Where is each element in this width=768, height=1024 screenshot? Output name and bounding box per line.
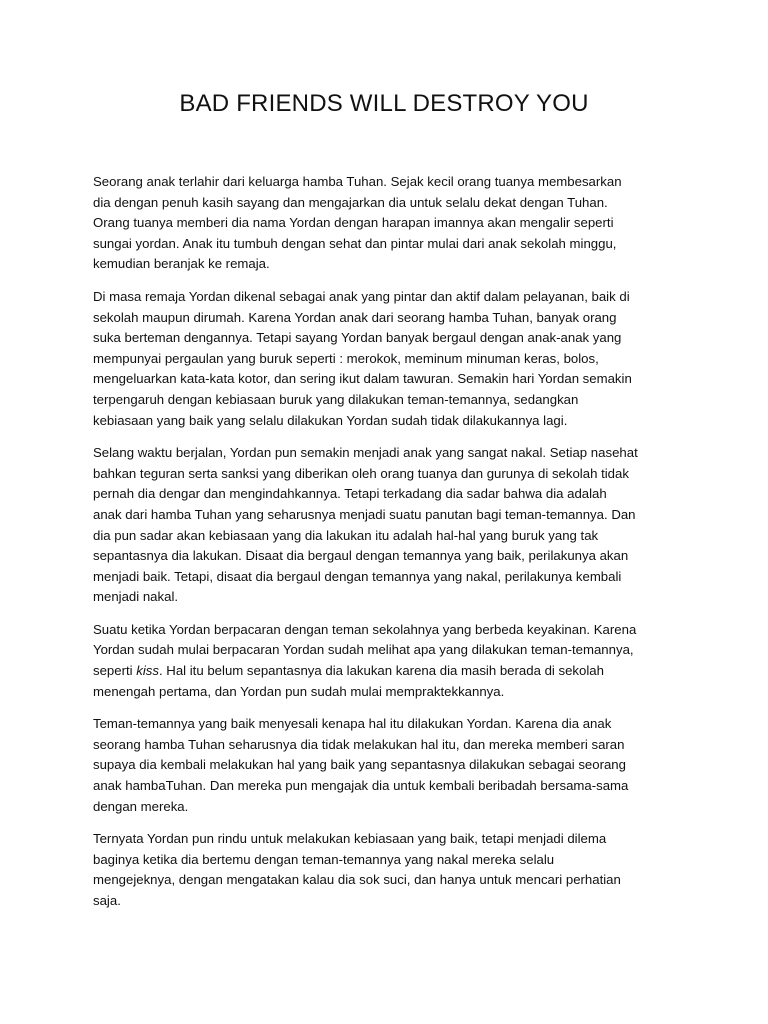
- text-segment: seperti: [93, 663, 137, 679]
- paragraph-3: [93, 443, 683, 608]
- document-title: BAD FRIENDS WILL DESTROY YOU: [179, 90, 589, 117]
- text-line: dia pun sadar akan kebiasaan yang dia lakukan itu adalah hal-hal yang buruk yang tak: [93, 527, 599, 543]
- text-line: suka berteman dengannya. Tetapi sayang Yordan banyak bergaul dengan anak-anak yang: [93, 330, 622, 346]
- text-line: supaya dia kembali melakukan hal yang baik yang sepantasnya dilakukan sebagai seorang: [93, 757, 626, 773]
- text-line: kebiasaan yang baik yang selalu dilakukan Yordan sudah tidak dilakukannya lagi.: [93, 412, 568, 428]
- text-line: bahkan teguran serta sanksi yang diberikan oleh orang tuanya dan gurunya di sekolah tidak: [93, 465, 629, 481]
- text-line: sungai yordan. Anak itu tumbuh dengan sehat dan pintar mulai dari anak sekolah minggu,: [93, 235, 617, 251]
- text-line: Selang waktu berjalan, Yordan pun semakin menjadi anak yang sangat nakal. Setiap nasehat: [93, 445, 638, 461]
- paragraph-5: [93, 714, 683, 817]
- text-line: seorang hamba Tuhan seharusnya dia tidak melakukan hal itu, dan mereka memberi saran: [93, 736, 625, 752]
- text-line: baginya ketika dia bertemu dengan teman-temannya yang nakal mereka selalu: [93, 851, 555, 867]
- text-line: saja.: [93, 893, 121, 908]
- text-line: menjadi nakal.: [93, 589, 179, 605]
- text-line: mengeluarkan kata-kata kotor, dan sering ikut dalam tawuran. Semakin hari Yordan semakin: [93, 371, 632, 387]
- text-segment: . Hal itu belum sepantasnya dia lakukan karena dia masih berada di sekolah: [158, 663, 604, 679]
- paragraph-4: [93, 620, 683, 702]
- paragraph-2: [93, 287, 683, 431]
- text-line: Orang tuanya memberi dia nama Yordan dengan harapan imannya akan mengalir seperti: [93, 215, 614, 231]
- text-line: Teman-temannya yang baik menyesali kenapa hal itu dilakukan Yordan. Karena dia anak: [93, 716, 612, 732]
- text-line: kemudian beranjak ke remaja.: [93, 256, 270, 272]
- text-line: Di masa remaja Yordan dikenal sebagai anak yang pintar dan aktif dalam pelayanan, baik di: [93, 288, 630, 304]
- text-line: dia dengan penuh kasih sayang dan mengajarkan dia untuk selalu dekat dengan Tuhan.: [93, 194, 608, 210]
- text-line: menengah pertama, dan Yordan pun sudah mulai mempraktekkannya.: [93, 683, 505, 699]
- document-body: [93, 172, 683, 924]
- text-line: anak hambaTuhan. Dan mereka pun mengajak dia untuk kembali beribadah bersama-sama: [93, 778, 629, 794]
- paragraph-6: [93, 829, 683, 911]
- text-line: pernah dia dengar dan mengindahkannya. Tetapi terkadang dia sadar bahwa dia adalah: [93, 486, 607, 502]
- text-line-with-italic: [93, 661, 683, 682]
- text-line: Ternyata Yordan pun rindu untuk melakukan kebiasaan yang baik, tetapi menjadi dilema: [93, 831, 607, 847]
- text-line: mengejeknya, dengan mengatakan kalau dia sok suci, dan hanya untuk mencari perhatian: [93, 872, 621, 888]
- text-line: menjadi baik. Tetapi, disaat dia bergaul dengan temannya yang nakal, perilakunya kembali: [93, 568, 622, 584]
- text-line: sepantasnya dia lakukan. Disaat dia bergaul dengan temannya yang baik, perilakunya akan: [93, 548, 629, 564]
- paragraph-1: [93, 172, 683, 275]
- text-line: Seorang anak terlahir dari keluarga hamba Tuhan. Sejak kecil orang tuanya membesarkan: [93, 174, 622, 189]
- text-line: anak dari hamba Tuhan yang seharusnya menjadi suatu panutan bagi teman-temannya. Dan: [93, 506, 636, 522]
- text-line: Suatu ketika Yordan berpacaran dengan teman sekolahnya yang berbeda keyakinan. Karena: [93, 621, 637, 637]
- text-line: Yordan sudah mulai berpacaran Yordan sudah melihat apa yang dilakukan teman-temannya,: [93, 642, 634, 658]
- text-line: sekolah maupun dirumah. Karena Yordan anak dari seorang hamba Tuhan, banyak orang: [93, 309, 617, 325]
- italic-word: kiss: [136, 663, 159, 679]
- text-line: dengan mereka.: [93, 798, 189, 814]
- text-line: mempunyai pergaulan yang buruk seperti : merokok, meminum minuman keras, bolos,: [93, 350, 599, 366]
- text-line: terpengaruh dengan kebiasaan buruk yang dilakukan teman-temannya, sedangkan: [93, 391, 579, 407]
